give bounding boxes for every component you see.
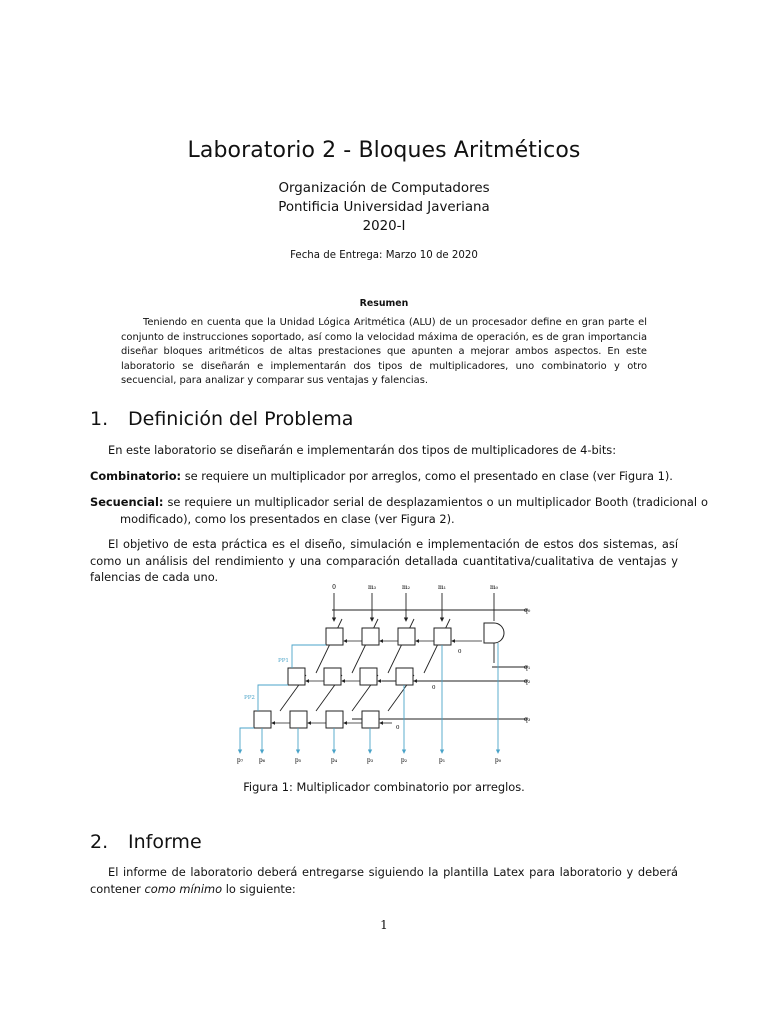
abstract-heading: Resumen bbox=[359, 298, 409, 309]
cell bbox=[396, 668, 413, 685]
cell bbox=[326, 711, 343, 728]
item-secuencial-label: Secuencial: bbox=[90, 495, 164, 509]
section-1-title: Definición del Problema bbox=[128, 408, 354, 430]
p7-label: p₇ bbox=[236, 757, 244, 764]
p0-label: p₀ bbox=[494, 757, 502, 764]
section-2-heading bbox=[90, 831, 202, 853]
carry-zero-row1: 0 bbox=[458, 649, 462, 655]
document-title: Laboratorio 2 - Bloques Aritméticos bbox=[187, 138, 581, 163]
section-2-emphasis: como mínimo bbox=[144, 881, 223, 896]
input-m0: m₀ bbox=[489, 584, 499, 591]
section-2-number: 2. bbox=[90, 831, 109, 853]
cell bbox=[398, 628, 415, 645]
pp1-label: PP1 bbox=[278, 658, 289, 664]
array-multiplier-figure bbox=[232, 583, 532, 765]
pp2-label: PP2 bbox=[244, 695, 255, 701]
abstract-text: Teniendo en cuenta que la Unidad Lógica Aritmética (ALU) de un procesador define en gran parte el conjunto de instrucciones soportado, así como la velocidad máxima de operación, es de gran importancia diseñar bloques aritméticos de altas prestaciones que apunten a mejorar ambos aspectos. En este laboratorio se diseñarán e implementarán dos tipos de multiplicadores, uno combinatorio y otro secuencial, para analizar y comparar sus ventajas y falencias. bbox=[121, 317, 647, 387]
section-2-text-before: El informe de laboratorio deberá entregarse siguiendo la plantilla Latex para laboratorio y deberá contener bbox=[90, 865, 678, 896]
section-2-title: Informe bbox=[128, 831, 202, 853]
p6-label: p₆ bbox=[258, 757, 266, 764]
section-1-intro: En este laboratorio se diseñarán e implementarán dos tipos de multiplicadores de 4-bits: bbox=[108, 443, 617, 457]
p2-label: p₂ bbox=[400, 757, 408, 764]
cell-row-3 bbox=[254, 711, 379, 728]
cell bbox=[290, 711, 307, 728]
cell bbox=[288, 668, 305, 685]
q2-label: q₂ bbox=[524, 678, 531, 685]
cell bbox=[362, 711, 379, 728]
section-1-heading bbox=[90, 408, 353, 430]
section-2-text-after: lo siguiente: bbox=[222, 881, 296, 896]
p3-label: p₃ bbox=[366, 757, 374, 764]
affiliation-course: Organización de Computadores bbox=[278, 181, 490, 196]
item-combinatorio-label: Combinatorio: bbox=[90, 469, 182, 483]
section-2-text bbox=[90, 864, 678, 897]
item-secuencial-text: se requiere un multiplicador serial de desplazamientos o un multiplicador Booth (tradicional o modificado), como los presentados en clase (ver Figura 2). bbox=[120, 495, 708, 526]
item-combinatorio bbox=[90, 468, 708, 485]
figure-1-caption: Figura 1: Multiplicador combinatorio por arreglos. bbox=[243, 780, 525, 794]
cell bbox=[360, 668, 377, 685]
item-secuencial bbox=[90, 494, 708, 527]
q1-label: q₁ bbox=[524, 664, 531, 671]
section-1-number: 1. bbox=[90, 408, 109, 430]
carry-zero-row2: 0 bbox=[432, 685, 436, 691]
cell-row-1 bbox=[326, 628, 451, 645]
p5-label: p₅ bbox=[294, 757, 302, 764]
q3-label: q₃ bbox=[524, 716, 531, 723]
item-combinatorio-text: se requiere un multiplicador por arreglos, como el presentado en clase (ver Figura 1). bbox=[184, 469, 673, 483]
carry-zero-row3: 0 bbox=[396, 725, 400, 731]
cell bbox=[326, 628, 343, 645]
and-gate bbox=[484, 623, 504, 643]
input-m2: m₂ bbox=[401, 584, 411, 591]
p1-label: p₁ bbox=[438, 757, 446, 764]
due-date: Fecha de Entrega: Marzo 10 de 2020 bbox=[290, 250, 478, 261]
input-m3: m₃ bbox=[367, 584, 377, 591]
cell bbox=[434, 628, 451, 645]
section-1-objective: El objetivo de esta práctica es el diseño, simulación e implementación de estos dos sistemas, así como un análisis del rendimiento y una comparación detallada cuantitativa/cualitativa de ventajas y falencias de cada uno. bbox=[90, 537, 678, 585]
cell bbox=[324, 668, 341, 685]
input-zero: 0 bbox=[332, 584, 336, 591]
output-labels bbox=[237, 757, 502, 764]
affiliation-term: 2020-I bbox=[362, 219, 406, 234]
input-m1: m₁ bbox=[437, 584, 447, 591]
page-number: 1 bbox=[380, 918, 388, 932]
cell bbox=[362, 628, 379, 645]
q0-label: q₀ bbox=[524, 607, 531, 614]
cell-row-2 bbox=[288, 668, 413, 685]
affiliation-university: Pontificia Universidad Javeriana bbox=[278, 200, 490, 215]
cell bbox=[254, 711, 271, 728]
p4-label: p₄ bbox=[330, 757, 338, 764]
top-input-labels bbox=[332, 584, 499, 591]
